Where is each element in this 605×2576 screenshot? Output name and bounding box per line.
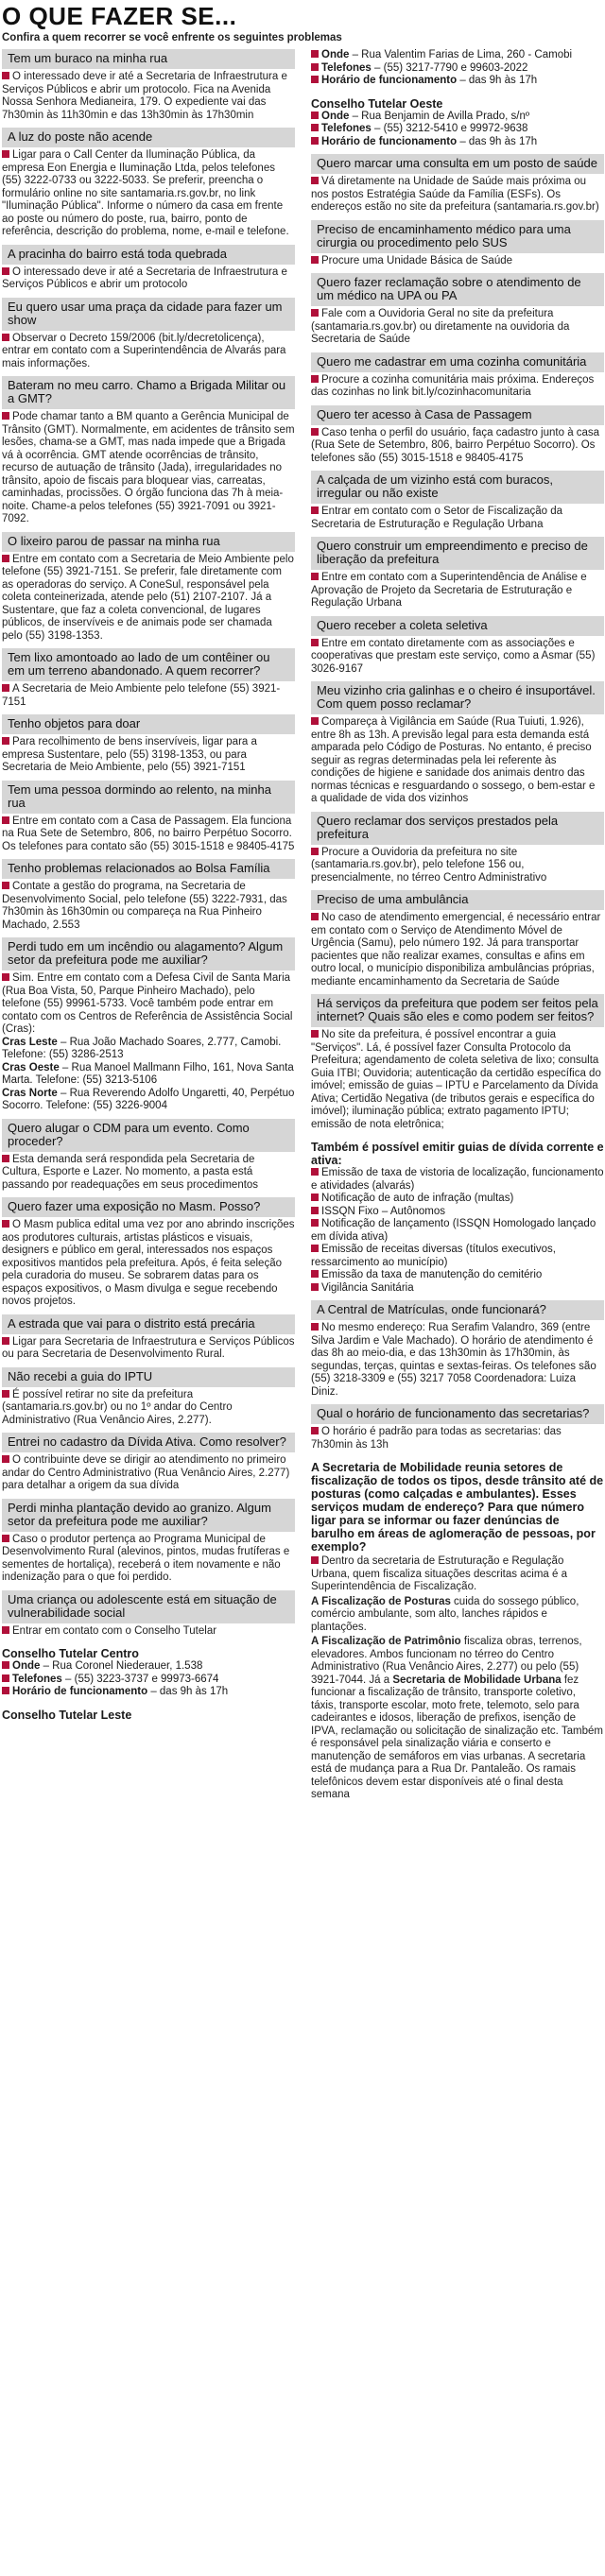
question-heading: Quero me cadastrar em uma cozinha comunitária [311,352,604,372]
question-heading: Bateram no meu carro. Chamo a Brigada Militar ou a GMT? [2,376,295,409]
bullet-square-icon [2,1390,9,1398]
answer-body: No caso de atendimento emergencial, é necessário entrar em contato com o Serviço de Atendimento Móvel de Urgência (Samu), pelo número 192. Já para transportar pacientes que não realizar exames, consultas e afins em outro local, o município disponibiliza ambulâncias próprias, mediante encaminhamento da Secretaria de Saúde [311,912,601,987]
answer-text [2,879,295,932]
council-address-label: Onde [321,110,350,122]
answer-text [311,425,604,466]
cras-name: Cras Norte [2,1087,58,1099]
answer-text [2,1452,295,1493]
council-address-label: Onde [321,49,350,60]
question-heading: Quero fazer uma exposição no Masm. Posso? [2,1197,295,1217]
council-address [311,49,604,62]
answer-body: É possível retirar no site da prefeitura (santamaria.rs.gov.br) ou no 1º andar do Centro Administrativo (Rua Venâncio Aires, 2.277). [2,1388,233,1426]
guide-item [311,1218,604,1244]
answer-body: Sim. Entre em contato com a Defesa Civil de Santa Maria (Rua Boa Vista, 50, Parque Pinheiro Machado), pelo telefone (55) 99961-5733. Você também pode entrar em contato com os Centros de Referência de Assistência Social (Cras): [2,972,293,1035]
bullet-square-icon [2,555,9,562]
bullet-square-icon [311,1245,319,1252]
cras-info: – Rua Manoel Mallmann Filho, 161, Nova Santa Marta. Telefone: (55) 3213-5106 [2,1061,294,1086]
answer-text [2,734,295,775]
bullet-square-icon [311,137,319,145]
bullet-square-icon [311,1283,319,1291]
posturas-paragraph [311,1594,604,1635]
bullet-square-icon [2,1535,9,1542]
bullet-square-icon [2,684,9,692]
council-phones [311,123,604,136]
question-heading: A pracinha do bairro está toda quebrada [2,245,295,265]
answer-body: Observar o Decreto 159/2006 (bit.ly/decretolicença), entrar em contato com a Superintendência de Alvarás para mais informações. [2,332,286,369]
answer-body: O interessado deve ir até a Secretaria de Infraestrutura e Serviços Públicos e abrir um protocolo [2,266,287,290]
bullet-square-icon [311,913,319,920]
council-hours-label: Horário de funcionamento [321,135,458,147]
answer-text [311,504,604,531]
answer-text [311,636,604,677]
guide-text: ISSQN Fixo – Autônomos [321,1205,446,1217]
bullet-square-icon [311,1556,319,1564]
guide-item [311,1269,604,1282]
question-heading: Quero alugar o CDM para um evento. Como proceder? [2,1119,295,1152]
answer-text [311,1424,604,1451]
question-heading: Uma criança ou adolescente está em situação de vulnerabilidade social [2,1590,295,1623]
question-heading: Tenho problemas relacionados ao Bolsa Família [2,859,295,879]
answer-body: O Masm publica edital uma vez por ano abrindo inscrições aos produtores culturais, artistas plásticos e visuais, designers e público em geral, interessados nos espaços expositivos mantidos pela prefeitura. Após, é feita seleção pela curadoria do museu. Se sobrarem datas para os espaços expositivos, o Masm divulga e segue recebendo novos projetos. [2,1219,295,1307]
question-heading: A calçada de um vizinho está com buracos, irregular ou não existe [311,471,604,504]
bullet-square-icon [311,1270,319,1278]
mobility-secretariat-label: Secretaria de Mobilidade Urbana [392,1674,562,1686]
bullet-square-icon [2,1626,9,1634]
answer-text [2,1532,295,1585]
question-heading: Entrei no cadastro da Dívida Ativa. Como resolver? [2,1433,295,1452]
posturas-label: A Fiscalização de Posturas [311,1595,451,1607]
answer-text [311,174,604,215]
answer-body: Esta demanda será respondida pela Secretaria de Cultura, Esporte e Lazer. No momento, a pasta está passando por readequações em seus procedimentos [2,1153,259,1191]
bullet-square-icon [311,1194,319,1201]
council-address-value: – Rua Benjamin de Avilla Prado, s/nº [349,110,530,122]
bullet-square-icon [2,737,9,745]
guide-item [311,1193,604,1206]
answer-text [2,552,295,644]
page-title: O QUE FAZER SE... [2,2,237,30]
answer-body: Contate a gestão do programa, na Secretaria de Desenvolvimento Social, pelo telefone (55) 3222-7931, das 7h30min às 16h30min ou compareça na Rua Pinheiro Machado, 2.553 [2,881,287,931]
question-heading: Quero marcar uma consulta em um posto de saúde [311,154,604,174]
question-heading: A luz do poste não acende [2,128,295,147]
council-address [311,111,604,124]
answer-body: Entrar em contato com o Conselho Tutelar [12,1624,217,1637]
cras-entry [2,1037,295,1062]
answer-text [2,1623,295,1639]
question-heading: Qual o horário de funcionamento das secretarias? [311,1404,604,1424]
bullet-square-icon [2,1220,9,1228]
question-heading: Tenho objetos para doar [2,714,295,734]
bullet-square-icon [311,76,319,83]
cras-name: Cras Leste [2,1036,58,1048]
bullet-square-icon [2,267,9,275]
answer-text [2,147,295,239]
question-heading: Há serviços da prefeitura que podem ser feitos pela internet? Quais são eles e como podem ser feitos? [311,994,604,1027]
answer-body: Caso o produtor pertença ao Programa Municipal de Desenvolvimento Rural (alevinos, pintos, mudas frutíferas e sementes de hortaliça), receberá o item novamente e não indenização para o que foi perdido. [2,1533,290,1583]
bullet-square-icon [311,1427,319,1434]
answer-text [311,372,604,400]
bullet-square-icon [311,573,319,580]
council-hours-label: Horário de funcionamento [321,75,458,86]
answer-text [311,910,604,988]
mobility-answer [311,1554,604,1594]
question-heading: Eu quero usar uma praça da cidade para fazer um show [2,298,295,331]
council-phones-label: Telefones [12,1673,62,1685]
guide-text: Emissão da taxa de manutenção do cemitério [321,1269,543,1280]
bullet-square-icon [311,639,319,646]
question-heading: Não recebi a guia do IPTU [2,1367,295,1387]
bullet-square-icon [311,112,319,119]
guide-text: Notificação de auto de infração (multas) [321,1193,514,1204]
question-heading: Tem uma pessoa dormindo ao relento, na minha rua [2,781,295,814]
answer-text [311,845,604,885]
cras-name: Cras Oeste [2,1061,60,1073]
question-heading: Tem um buraco na minha rua [2,49,295,69]
question-heading: Quero ter acesso à Casa de Passagem [311,405,604,425]
guide-item [311,1244,604,1269]
bullet-square-icon [311,177,319,184]
council-phones-value: – (55) 3212-5410 e 99972-9638 [371,123,528,134]
mobility-question: A Secretaria de Mobilidade reunia setores de fiscalização de todos os tipos, desde trânsito até de posturas (como calçadas e ambulantes). Esses serviços mudam de endereço? Para que número ligar para se informar ou fazer denúncias de barulho em áreas de aglomeração de pessoas, por exemplo? [311,1461,604,1554]
question-heading: A Central de Matrículas, onde funcionará? [311,1300,604,1320]
bullet-square-icon [311,1323,319,1331]
mobility-secretariat-text: fez funcionar a fiscalização de trânsito, transporte coletivo, táxis, transporte escolar, moto frete, telemoto, selo para cadeirantes e idosos, liberação de prefixos, isenção de IPVA, reclamação ou solicitação de sinalização etc. Também é responsável pela sinalização viária e conserto e manutenção de semáforos em vias urbanas. A secretaria está de mudança para a Rua Dr. Pantaleão. Os ramais telefônicos devem estar disponíveis até o final desta semana [311,1674,603,1800]
council-phones [311,62,604,76]
bullet-square-icon [311,717,319,725]
council-hours-value: – das 9h às 17h [147,1686,229,1697]
council-hours-label: Horário de funcionamento [12,1686,148,1697]
patrimonio-paragraph [311,1634,604,1802]
bullet-square-icon [311,428,319,436]
bullet-square-icon [2,882,9,889]
council-phones [2,1674,295,1687]
answer-body: O horário é padrão para todas as secretarias: das 7h30min às 13h [311,1426,562,1451]
bullet-square-icon [311,1030,319,1038]
guide-item [311,1167,604,1193]
council-address-value: – Rua Coronel Niederauer, 1.538 [40,1660,203,1672]
council-hours-value: – das 9h às 17h [457,75,538,86]
answer-body: Procure a cozinha comunitária mais próxima. Endereços das cozinhas no link bit.ly/cozinhacomunitaria [311,373,595,398]
bullet-square-icon [2,1674,9,1682]
council-address-label: Onde [12,1660,41,1672]
bullet-square-icon [311,50,319,58]
answer-text [2,681,295,709]
bullet-square-icon [311,309,319,317]
bullet-square-icon [2,1455,9,1463]
answer-body: Fale com a Ouvidoria Geral no site da prefeitura (santamaria.rs.gov.br) ou diretamente na ouvidoria da Secretaria de Saúde [311,308,570,345]
guide-text: Vigilância Sanitária [321,1281,414,1294]
answer-body: Procure uma Unidade Básica de Saúde [321,254,513,266]
question-heading: Tem lixo amontoado ao lado de um contêiner ou em um terreno abandonado. A quem recorrer? [2,648,295,681]
bullet-square-icon [311,848,319,855]
answer-body: O interessado deve ir até a Secretaria de Infraestrutura e Serviços Públicos e abrir um protocolo. Fica na Avenida Nossa Senhora Medianeira, 179. O expediente vai das 7h30min às 11h30min e das 13h30min às 17h30min [2,71,287,121]
bullet-square-icon [2,1155,9,1162]
answer-text [311,1320,604,1399]
answer-body: Compareça à Vigilância em Saúde (Rua Tuiuti, 1.926), entre 8h as 13h. A previsão legal para esta demanda está amparada pelo Código de Posturas. No entanto, é preciso seguir as regras determinadas pela lei referente às condições de higiene e sanidade dos animais dentro das normas técnicas e resguardando o sossego, o bem-estar e a qualidade de vida dos vizinhos [311,716,596,804]
bullet-square-icon [311,256,319,264]
answer-body: Caso tenha o perfil do usuário, faça cadastro junto à casa (Rua Sete de Setembro, 806, bairro Perpétuo Socorro). Os telefones são (55) 3015-1518 e 98405-4175 [311,426,600,464]
council-address [2,1660,295,1674]
question-heading: Perdi tudo em um incêndio ou alagamento? Algum setor da prefeitura pode me auxiliar? [2,937,295,970]
bullet-square-icon [311,1219,319,1227]
answer-text [311,714,604,806]
council-phones-value: – (55) 3223-3737 e 99973-6674 [61,1673,219,1685]
answer-body: O contribuinte deve se dirigir ao atendimento no primeiro andar do Centro Administrativo (Rua Venâncio Aires, 2.277) para detalhar a origem da sua dívida [2,1454,290,1491]
bullet-square-icon [311,1207,319,1214]
answer-body: Entre em contato com a Superintendência de Análise e Aprovação de Projeto da Secretaria de Estruturação e Regulação Urbana [311,572,587,609]
council-phones-label: Telefones [321,123,372,134]
cras-entry [2,1088,295,1113]
guides-title: Também é possível emitir guias de dívida corrente e ativa: [311,1141,604,1167]
council-hours [311,75,604,88]
bullet-square-icon [311,124,319,131]
answer-text [311,253,604,268]
council-hours-value: – das 9h às 17h [457,135,538,147]
page-subtitle: Confira a quem recorrer se você enfrente os seguintes problemas [2,32,342,43]
council-phones-value: – (55) 3217-7790 e 99603-2022 [371,61,528,74]
council-address-value: – Rua Valentim Farias de Lima, 260 - Camobi [349,49,573,60]
council-title: Conselho Tutelar Leste [2,1708,132,1722]
guide-item [311,1206,604,1219]
bullet-square-icon [311,1168,319,1176]
question-heading: Perdi minha plantação devido ao granizo. Algum setor da prefeitura pode me auxiliar? [2,1499,295,1532]
answer-body: Entre em contato com a Casa de Passagem. Ela funciona na Rua Sete de Setembro, 806, no bairro Perpétuo Socorro. Os telefones para contato são (55) 3015-1518 e 98405-4175 [2,815,295,852]
guide-text: Emissão de taxa de vistoria de localização, funcionamento e atividades (alvarás) [311,1167,604,1192]
answer-text [2,265,295,292]
answer-body: Ligar para Secretaria de Infraestrutura e Serviços Públicos ou para Secretaria de Desenvolvimento Rural. [2,1335,295,1360]
bullet-square-icon [2,72,9,79]
guide-text: Emissão de receitas diversas (títulos executivos, ressarcimento ao município) [311,1244,556,1268]
guide-item [311,1282,604,1296]
answer-text [2,814,295,854]
question-heading: O lixeiro parou de passar na minha rua [2,532,295,552]
answer-text [2,1334,295,1362]
question-heading: Meu vizinho cria galinhas e o cheiro é insuportável. Com quem posso reclamar? [311,681,604,714]
bullet-square-icon [2,412,9,420]
bullet-square-icon [2,1687,9,1694]
bullet-square-icon [2,1337,9,1345]
answer-text [2,1152,295,1193]
answer-body: Entre em contato com a Secretaria de Meio Ambiente pelo telefone (55) 3921-7151. Se preferir, fale diretamente com as operadoras do serviço. A ConeSul, responsável pela coleta conteinerizada, atende pelo (51) 2107-2107. Já a Sustentare, que faz a coleta convencional, de lugares públicos, de inservíveis e de animais pode ser chamada pelo (55) 3198-1353. [2,553,294,642]
council-phones-label: Telefones [321,61,372,74]
guide-text: Notificação de lançamento (ISSQN Homologado lançado em dívida ativa) [311,1218,596,1243]
answer-text [2,1387,295,1428]
cras-info: – Rua João Machado Soares, 2.777, Camobi. Telefone: (55) 3286-2513 [2,1036,282,1060]
answer-body: No mesmo endereço: Rua Serafim Valandro, 369 (entre Silva Jardim e Vale Machado). O horário de atendimento é das 8h ao meio-dia, e das 13h30min às 17h30min, às segundas, terças, quintas e sextas-feiras. Os telefones são (55) 3218-3309 e (55) 3217 7058 Coordenadora: Luiza Diniz. [311,1322,596,1398]
council-hours [311,136,604,149]
answer-text [2,331,295,371]
bullet-square-icon [311,63,319,71]
answer-text [311,306,604,347]
answer-text [311,1027,604,1131]
question-heading: Quero reclamar dos serviços prestados pela prefeitura [311,812,604,845]
left-column [2,49,295,1722]
question-heading: Preciso de encaminhamento médico para uma cirurgia ou procedimento pelo SUS [311,220,604,253]
bullet-square-icon [2,150,9,158]
patrimonio-text: fiscaliza obras, terrenos, elevadores. Ambos funcionam no térreo do Centro Administrativo (Rua Venâncio Aires, 2.277) ou pelo (55) 3921-7044. Já a [311,1636,582,1686]
answer-text [2,1217,295,1309]
answer-body: Entrar em contato com o Setor de Fiscalização da Secretaria de Estruturação e Regulação Urbana [311,506,563,530]
answer-text [2,69,295,122]
council-title: Conselho Tutelar Oeste [311,96,443,111]
answer-body: Ligar para o Call Center da Iluminação Pública, da empresa Eon Energia e Iluminação Ltda, pelos telefones (55) 3222-0733 ou 3222-5033. Se preferir, preencha o formulário online no site santamaria.rs.gov.br, no link "Iluminação Pública". Informe o número da casa em frente ao poste ou número do poste, rua, bairro, ponto de referência, descrição do problema, nome, e-mail e telefone. [2,149,289,237]
answer-text [2,409,295,526]
question-heading: A estrada que vai para o distrito está precária [2,1314,295,1334]
answer-body: Para recolhimento de bens inservíveis, ligar para a empresa Sustentare, pelo (55) 3198-1353, ou para Secretaria de Meio Ambiente, pelo (55) 3921-7151 [2,736,257,773]
bullet-square-icon [2,334,9,341]
answer-body: No site da prefeitura, é possível encontrar a guia "Serviços". Lá, é possível fazer Consulta Protocolo da Prefeitura; agendamento de coleta seletiva de lixo; consulta Guia ITBI; Ouvidoria; autenticação da certidão específica do imóvel; emissão de guias – IPTU e Parcelamento da Dívida Ativa; Certidão Negativa (de tributos gerais e específica do imóvel); iluminação pública; extrato pagamento IPTU; emissão de nota eletrônica; [311,1029,601,1130]
council-title: Conselho Tutelar Centro [2,1647,139,1660]
answer-text [311,570,604,610]
question-heading: Quero construir um empreendimento e preciso de liberação da prefeitura [311,537,604,570]
answer-body: Vá diretamente na Unidade de Saúde mais próxima ou nos postos Estratégia Saúde da Família (ESFs). Os endereços estão no site da prefeitura (santamaria.rs.gov.br) [311,176,599,213]
mobility-answer-text: Dentro da secretaria de Estruturação e Regulação Urbana, quem fiscaliza situações descritas acima é a Superintendência de Fiscalização. [311,1555,568,1592]
bullet-square-icon [2,816,9,824]
cras-entry [2,1062,295,1088]
question-heading: Quero receber a coleta seletiva [311,616,604,636]
answer-body: Entre em contato diretamente com as associações e cooperativas que prestam este serviço, como a Asmar (55) 3026-9167 [311,637,596,675]
patrimonio-label: A Fiscalização de Patrimônio [311,1636,461,1647]
bullet-square-icon [311,507,319,514]
right-column [311,49,604,1802]
cras-info: – Rua Reverendo Adolfo Ungaretti, 40, Perpétuo Socorro. Telefone: (55) 3226-9004 [2,1087,295,1111]
bullet-square-icon [311,375,319,383]
posturas-text: cuida do sossego público, comércio ambulante, som alto, lanches rápidos e plantações. [311,1595,579,1633]
question-heading: Quero fazer reclamação sobre o atendimento de um médico na UPA ou PA [311,273,604,306]
bullet-square-icon [2,1661,9,1669]
answer-body: Pode chamar tanto a BM quanto a Gerência Municipal de Trânsito (GMT). Normalmente, em acidentes de trânsito sem lesões, chama-se a GMT, mas nada impede que a Brigada vá à ocorrência. GMT atende ocorrências de trânsito, recurso de autuação de trânsito (Jada), irregularidades no trânsito, apoio de fiscais para bloquear vias, carreatas, caminhadas, procissões. O órgão funciona das 7h à meia-noite. Chame-a pelos telefones (55) 3921-7091 ou 3921-7092. [2,411,295,524]
answer-body: A Secretaria de Meio Ambiente pelo telefone (55) 3921-7151 [2,683,281,708]
council-hours [2,1686,295,1699]
answer-text [2,970,295,1037]
answer-body: Procure a Ouvidoria da prefeitura no site (santamaria.rs.gov.br), pelo telefone 156 ou, presencialmente, no térreo Centro Administrativo [311,846,547,884]
question-heading: Preciso de uma ambulância [311,890,604,910]
bullet-square-icon [2,973,9,981]
